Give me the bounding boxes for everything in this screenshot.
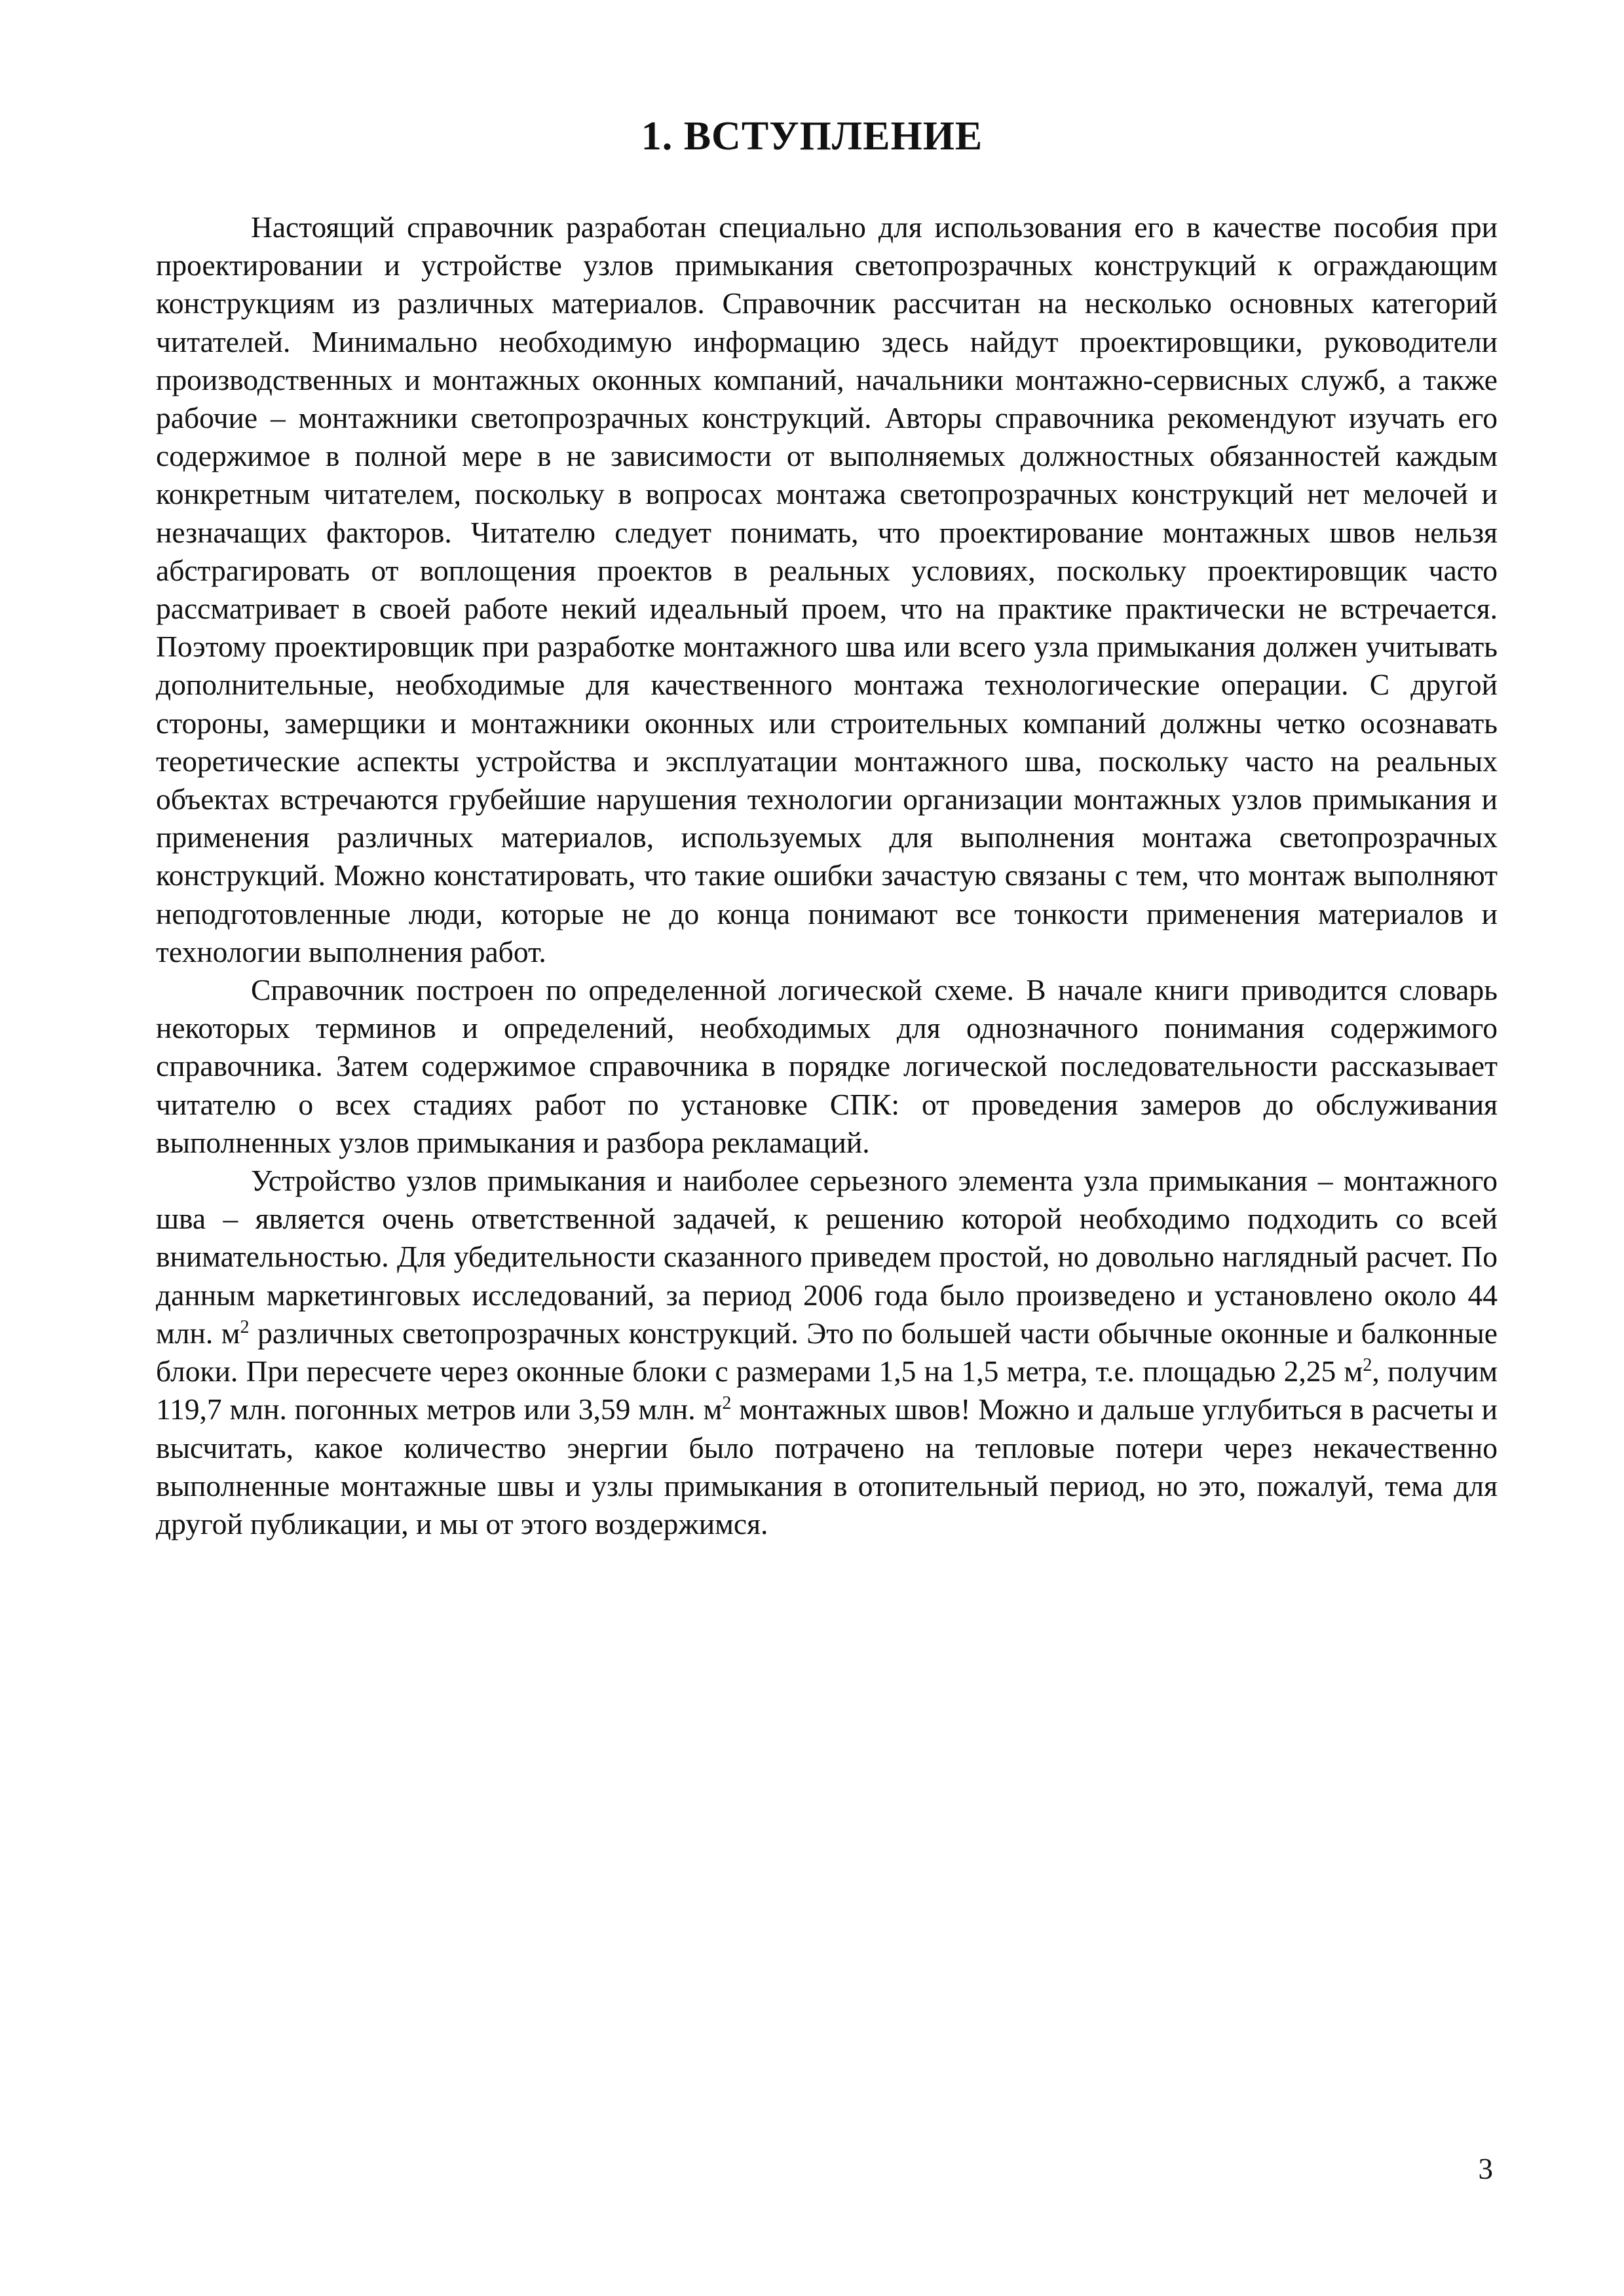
calc-text-segment: монтажных швов! Можно и дальше углубиться в расчеты и высчитать, какое количество энергии было потрачено на тепловые потери через некачественно выполненные монтажные швы и узлы примыкания в отопительный период, но это, пожалуй, тема для другой публикации, и мы от этого воздержимся. bbox=[156, 1392, 1498, 1540]
paragraph-book-structure: Справочник построен по определенной логической схеме. В начале книги приводится словарь некоторых терминов и определений, необходимых для однозначного понимания содержимого справочника. Затем содержимое справочника в порядке логической последовательности рассказывает читателю о всех стадиях работ по установке СПК: от проведения замеров до обслуживания выполненных узлов примыкания и разбора рекламаций. bbox=[156, 973, 1498, 1159]
calc-text-segment: Устройство узлов примыкания и наиболее серьезного элемента узла примыкания – монтажного шва – является очень ответственной задачей, к решению которой необходимо подходить со всей внимательностью. Для убедительности сказанного приведем простой, но довольно наглядный расчет. По данным маркетинговых исследований, за период 2006 года было произведено и установлено около 44 млн. м bbox=[156, 1164, 1498, 1350]
calc-text-segment: различных светопрозрачных конструкций. Это по большей части обычные оконные и балконные блоки. При пересчете через оконные блоки с размерами 1,5 на 1,5 метра, т.е. площадью 2,25 м bbox=[156, 1316, 1498, 1388]
section-title: 1. ВСТУПЛЕНИЕ bbox=[641, 114, 983, 159]
page-number: 3 bbox=[1478, 2152, 1493, 2185]
superscript-square: 2 bbox=[722, 1393, 732, 1414]
body-text bbox=[156, 208, 1498, 1543]
superscript-square: 2 bbox=[1363, 1354, 1372, 1375]
paragraph-calculation-example bbox=[156, 1162, 1498, 1543]
superscript-square: 2 bbox=[240, 1316, 250, 1337]
paragraph-introduction-purpose: Настоящий справочник разработан специально для использования его в качестве пособия при проектировании и устройстве узлов примыкания светопрозрачных конструкций к ограждающим конструкциям из различных материалов. Справочник рассчитан на несколько основных категорий читателей. Минимально необходимую информацию здесь найдут проектировщики, руководители производственных и монтажных оконных компаний, начальники монтажно-сервисных служб, а также рабочие – монтажники светопрозрачных конструкций. Авторы справочника рекомендуют изучать его содержимое в полной мере в не зависимости от выполняемых должностных обязанностей каждым конкретным читателем, поскольку в вопросах монтажа светопрозрачных конструкций нет мелочей и незначащих факторов. Читателю следует понимать, что проектирование монтажных швов нельзя абстрагировать от воплощения проектов в реальных условиях, поскольку проектировщик часто рассматривает в своей работе некий идеальный проем, что на практике практически не встречается. Поэтому проектировщик при разработке монтажного шва или всего узла примыкания должен учитывать дополнительные, необходимые для качественного монтажа технологические операции. С другой стороны, замерщики и монтажники оконных или строительных компаний должны четко осознавать теоретические аспекты устройства и эксплуатации монтажного шва, поскольку часто на реальных объектах встречаются грубейшие нарушения технологии организации монтажных узлов примыкания и применения различных материалов, используемых для выполнения монтажа светопрозрачных конструкций. Можно констатировать, что такие ошибки зачастую связаны с тем, что монтаж выполняют неподготовленные люди, которые не до конца понимают все тонкости применения материалов и технологии выполнения работ. bbox=[156, 210, 1498, 968]
calc-text-segment: , получим 119,7 млн. погонных метров или 3,59 млн. м bbox=[156, 1354, 1498, 1426]
